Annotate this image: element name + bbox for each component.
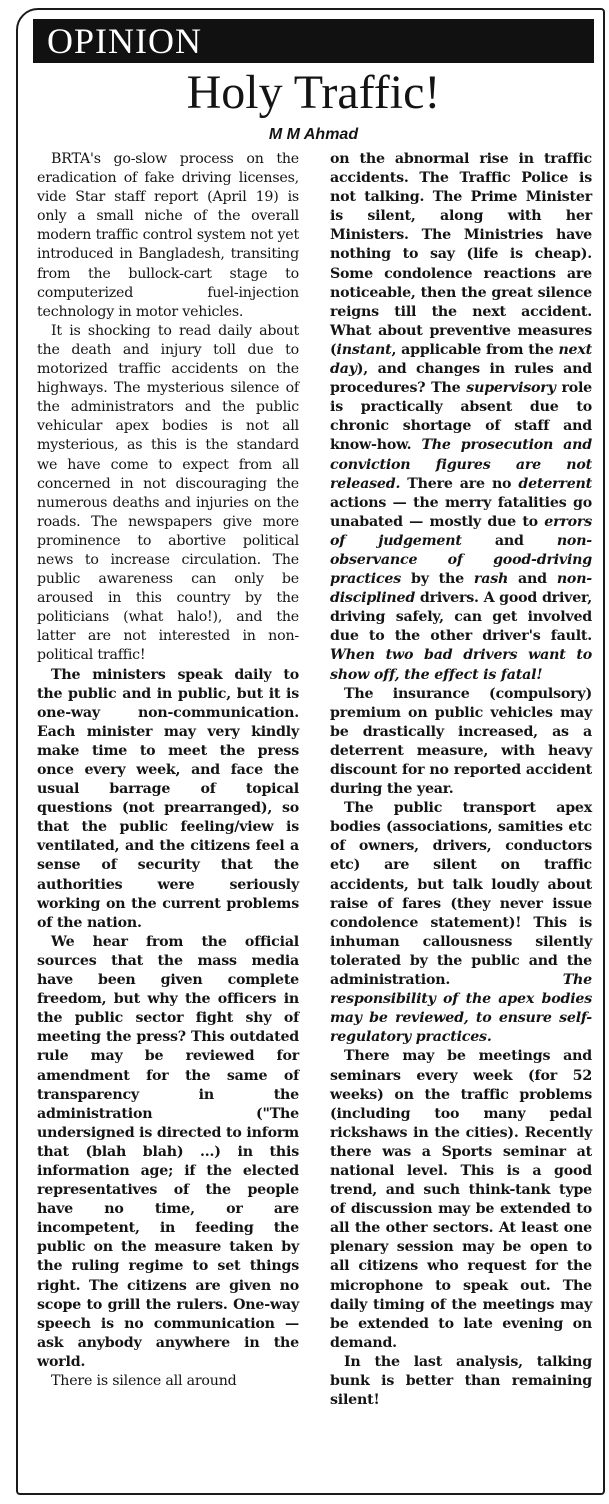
headline: Holy Traffic!: [186, 66, 441, 119]
paragraph: There is silence all around: [51, 1373, 237, 1389]
italic-run: errors of judgement: [330, 513, 592, 549]
text-run: role is practically absent due to chronic shortage of staff and know-how.: [330, 380, 592, 454]
italic-run: The responsibility of the apex bodies may be reviewed, to ensure self-regulatory practices.: [330, 972, 592, 1046]
paragraph: There may be meetings and seminars every week (for 52 weeks) on the traffic problems (including too many pedal rickshaws in the cities). Recently there was a Sports seminar at national level. This is a good trend, and such think-tank type of discussion may be extended to all the other sectors. At least one plenary session may be open to all citizens who request for the microphone to speak out. The daily timing of the meetings may be extended to late evening on demand.: [330, 1048, 592, 1351]
right-column: [330, 150, 592, 1410]
text-run: ), and changes in rules and procedures? The: [330, 361, 592, 397]
italic-run: supervisory: [466, 380, 556, 397]
text-run: and: [508, 571, 557, 588]
text-run: by the: [401, 571, 474, 588]
paragraph: We hear from the official sources that the mass media have been given complete freedom, but why the officers in the public sector fight shy of meeting the press? This outdated rule may be reviewed for amendment for the same of transparency in the administration ("The undersigned is directed to inform that (blah blah) ...) in this information age; if the elected representatives of the people have no time, or are incompetent, in feeding the public on the measure taken by the ruling regime to set things right. The citizens are given no scope to grill the rulers. One-way speech is no communication — ask anybody anywhere in the world.: [37, 933, 299, 1370]
italic-run: non-observance of good-driving practices: [330, 532, 592, 588]
paragraph: The ministers speak daily to the public and in public, but it is one-way non-communication. Each minister may very kindly make time to meet the press once every week, and face the usual barrage of topical questions (not prearranged), so that the public feeling/view is ventilated, and the citizens feel a sense of security that the authorities were seriously working on the current problems of the nation.: [37, 666, 299, 931]
text-run: There are no: [400, 475, 519, 492]
italic-run: deterrent: [518, 475, 592, 492]
italic-run: non-disciplined: [330, 571, 592, 607]
italic-run: instant: [336, 341, 392, 358]
paragraph: [330, 799, 592, 1047]
italic-run: The prosecution and conviction figures are not released.: [330, 437, 592, 492]
paragraph: The insurance (compulsory) premium on public vehicles may be drastically increased, as a deterrent measure, with heavy discount for no reported accident during the year.: [330, 685, 592, 798]
text-run: The public transport apex bodies (associations, samities etc of owners, drivers, conductors etc) are silent on traffic accidents, but talk loudly about raise of fares (they never issue condolence statement)! This is inhuman callousness silently tolerated by the public and the administration.: [330, 800, 592, 989]
text-run: , applicable from the: [391, 341, 559, 358]
italic-run: next day: [330, 341, 592, 378]
italic-run: rash: [473, 571, 509, 588]
section-kicker: OPINION: [33, 19, 594, 63]
text-run: and: [461, 532, 557, 549]
text-run: on the abnormal rise in traffic accidents. The Traffic Police is not talking. The Prime Minister is silent, along with her Ministers. The Ministries have nothing to say (life is cheap). Some condolence reactions are noticeable, then the great silence reigns till the next accident. What about preventive measures (: [330, 151, 592, 358]
byline: M M Ahmad: [268, 126, 359, 143]
paragraph: In the last analysis, talking bunk is better than remaining silent!: [330, 1353, 592, 1409]
left-column: [37, 150, 299, 1391]
paragraph: BRTA's go-slow process on the eradication of fake driving licenses, vide Star staff report (April 19) is only a small niche of the overall modern traffic control system not yet introduced in Bangladesh, transiting from the bullock-cart stage to computerized fuel-injection technology in motor vehicles.: [37, 151, 299, 320]
text-run: drivers. A good driver, driving safely, can get involved due to the other driver's fault.: [330, 590, 592, 645]
italic-run: When two bad drivers want to show off, the effect is fatal!: [330, 647, 592, 683]
text-run: actions — the merry fatalities go unabated — mostly due to: [330, 494, 592, 530]
paragraph: It is shocking to read daily about the death and injury toll due to motorized traffic accidents on the highways. The mysterious silence of the administrators and the public vehicular apex bodies is not all mysterious, as this is the standard we have come to expect from all concerned in not discouraging the numerous deaths and injuries on the roads. The newspapers give more prominence to abortive political news to increase circulation. The public awareness can only be aroused in this country by the politicians (what halo!), and the latter are not interested in non-political traffic!: [37, 322, 299, 664]
paragraph-continued: [330, 150, 592, 685]
